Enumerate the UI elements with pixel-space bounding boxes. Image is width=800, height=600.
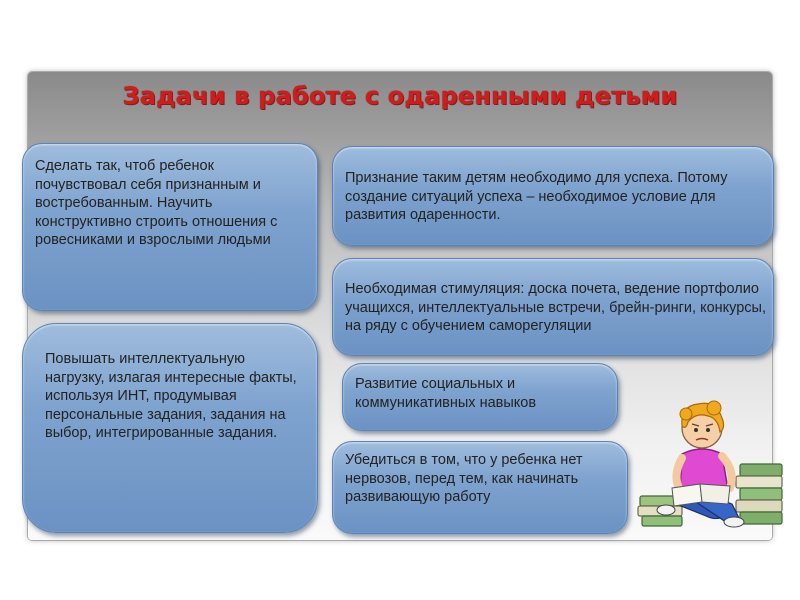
child-reading-books-clipart (636, 392, 786, 532)
task-text: Повышать интеллектуальную нагрузку, излагая интересные факты, используя ИНТ, продумывая персональные задания, задания на выбор, интегрированные задания. (45, 351, 297, 441)
task-text: Убедиться в том, что у ребенка нет нервозов, перед тем, как начинать развивающую работу (345, 452, 583, 505)
task-box-neurosis-check (332, 441, 628, 534)
task-box-social-skills (342, 363, 618, 431)
task-box-stimulation (332, 258, 774, 356)
task-box-intellectual-load (22, 323, 318, 533)
task-text: Сделать так, чтоб ребенок почувствовал себя признанным и востребованным. Научить конструктивно строить отношения с ровесниками и взрослыми людьми (35, 158, 278, 248)
task-box-recognition-relations (22, 143, 318, 311)
task-text: Признание таким детям необходимо для успеха. Потому создание ситуаций успеха – необходимое условие для развития одаренности. (345, 170, 728, 223)
slide-title: Задачи в работе с одаренными детьми (122, 82, 678, 110)
task-text: Развитие социальных и коммуникативных навыков (355, 376, 537, 411)
task-box-success-situations (332, 146, 774, 246)
task-text: Необходимая стимуляция: доска почета, ведение портфолио учащихся, интеллектуальные встречи, брейн-ринги, конкурсы, на ряду с обучением саморегуляции (345, 281, 767, 334)
books-stack-right (736, 464, 782, 524)
